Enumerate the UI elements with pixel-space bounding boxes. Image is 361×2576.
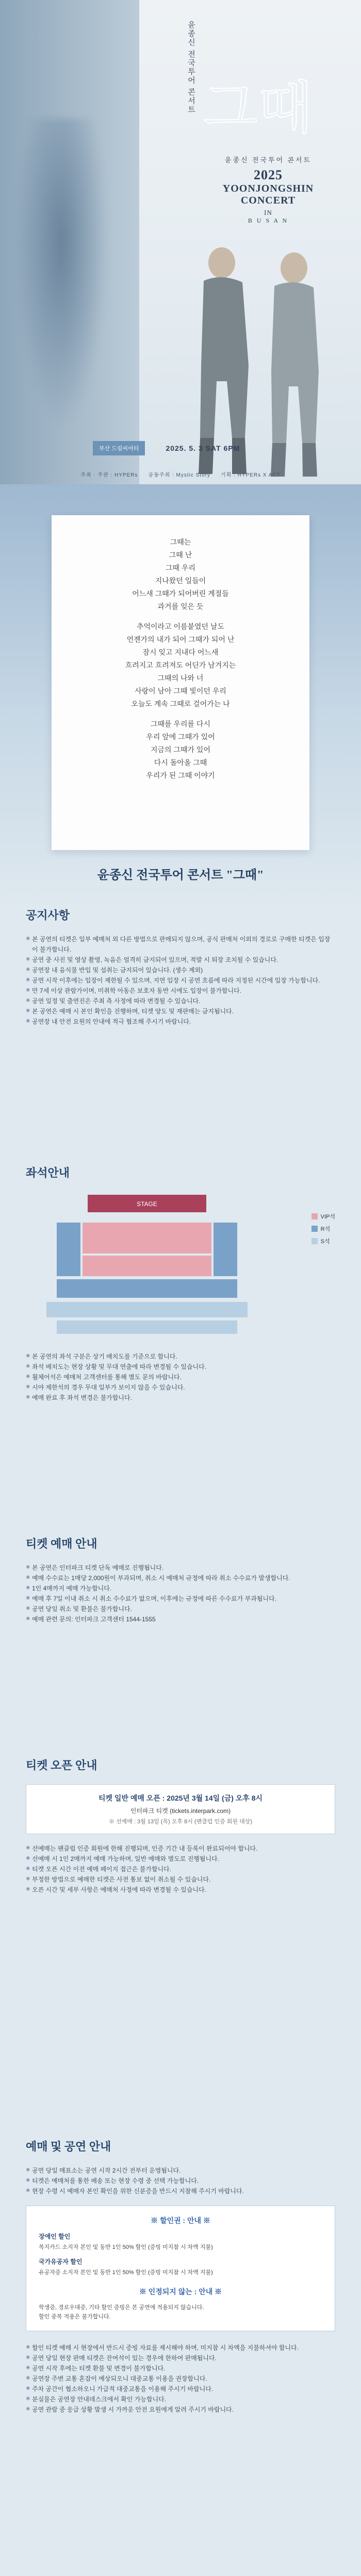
concert-en-line2: CONCERT [240,195,296,206]
concert-korean-title: 윤종신 전국투어 콘서트 [224,156,312,164]
notice-item: ※ 공연 당일 매표소는 공연 시작 2시간 전부터 운영됩니다. [26,2165,335,2176]
notice-item: ※ 예매 후 7일 이내 취소 시 취소 수수료가 없으며, 이후에는 규정에 따른 수수료가 부과됩니다. [26,1594,335,1604]
section-title: 티켓 오픈 안내 [26,1759,97,1772]
poem-line: 사랑이 남아 그때 빛이던 우리 [135,687,226,695]
discount-text: 학생증, 경로우대증, 기타 할인 증빙은 본 공연에 적용되지 않습니다. [39,2304,204,2311]
poem-line: 그때 우리 [166,564,195,572]
legend-swatch [311,1238,318,1244]
seat-legend [311,1212,335,1249]
concert-year: 2025 [254,167,283,182]
legend-entry [311,1225,335,1233]
title-glyph: 그때 [203,77,313,140]
notice-item: ※ 휠체어석은 예매처 고객센터를 통해 별도 문의 바랍니다. [26,1372,335,1382]
poem-line: 잠시 잊고 지내다 어느새 [142,648,219,656]
legend-entry [311,1212,335,1221]
seat-notes [0,1351,361,1403]
concert-en-line1: YOONJONGSHIN [222,183,314,194]
seat-block-s [46,1302,248,1317]
notice-item: ※ 티켓은 예매처를 통한 배송 또는 현장 수령 중 선택 가능합니다. [26,2176,335,2186]
notice-item: ※ 공연 당일 현장 판매 티켓은 잔여석이 있는 경우에 한하여 판매됩니다. [26,2353,335,2363]
credit-organizer: 주최 · 주관 : HYPERs [80,472,138,478]
notice-item: ※ 예매 수수료는 1매당 2,000원이 부과되며, 취소 시 예매처 규정에 따라 취소 수수료가 발생합니다. [26,1573,335,1583]
notice-item: ※ 공연 시작 후에는 티켓 환불 및 변경이 불가합니다. [26,2363,335,2374]
poem-line: 추억이라고 이름붙였던 날도 [136,622,225,631]
seat-block-r [57,1223,80,1276]
poem-stanza [52,620,309,710]
poem-line: 언젠가의 내가 되어 그때가 되어 난 [126,635,235,643]
notice-item: ※ 1인 4매까지 예매 가능합니다. [26,1583,335,1594]
section-title: 공지사항 [26,909,70,922]
credit-planner: 기획 : HYPERs X ACT [220,472,281,478]
notice-item: ※ 만 7세 이상 관람가이며, 미취학 아동은 보호자 동반 시에도 입장이 불가합니다. [26,986,335,996]
notice-item: ※ 공연 당일 취소 및 환불은 불가합니다. [26,1604,335,1614]
legend-swatch [311,1213,318,1219]
open-date: 티켓 일반 예매 오픈 : 2025년 3월 14일 (금) 오후 8시 [98,1794,263,1802]
section-title: 예매 및 공연 안내 [26,2140,111,2153]
poem-stanza [52,536,309,613]
poem-section [0,484,361,907]
seat-section [0,1164,361,1403]
notice-list [0,934,361,1027]
notice-item: ※ 공연장 내 음식물 반입 및 섭취는 금지되어 있습니다. (생수 제외) [26,965,335,975]
notice-item: ※ 본 공연의 좌석 구분은 상기 배치도를 기준으로 합니다. [26,1351,335,1362]
stage-label: STAGE [137,1200,157,1208]
concert-in: IN [264,209,272,216]
legend-label: VIP석 [320,1214,335,1220]
notice-item: ※ 예매 완료 후 좌석 변경은 불가합니다. [26,1393,335,1403]
section-title: 좌석안내 [26,1166,70,1179]
notice-item: ※ 공연 시작 이후에는 입장이 제한될 수 있으며, 지연 입장 시 공연 흐름에 따라 지정된 시간에 입장 가능합니다. [26,975,335,986]
discount-category: 장애인 할인 [39,2233,71,2240]
legend-label: R석 [320,1226,331,1232]
notice-item: ※ 선예매는 팬클럽 인증 회원에 한해 진행되며, 인증 기간 내 등록이 완료되어야 합니다. [26,1843,335,1854]
booking-info-section [0,2138,361,2415]
seat-map [26,1192,335,1341]
title-calligraphy [186,67,330,149]
poem-line: 어느새 그때가 되어버린 계절들 [132,589,229,598]
discount-text: 복지카드 소지자 본인 및 동반 1인 50% 할인 (증빙 미지참 시 차액 지불) [39,2244,213,2250]
notice-item: ※ 공연장 내 안전 요원의 안내에 적극 협조해 주시기 바랍니다. [26,1016,335,1027]
hero-side-text: 윤종신 전국투어 콘서트 [187,21,195,114]
notice-item: ※ 예매 관련 문의: 인터파크 고객센터 1544-1555 [26,1614,335,1624]
blurred-figure-image [15,118,108,428]
not-accepted-head: ※ 인정되지 않는 : 안내 ※ [139,2287,222,2296]
booking-intro [0,2165,361,2196]
discount-box [26,2206,335,2331]
discount-text: 유공자증 소지자 본인 및 동반 1인 50% 할인 (증빙 미지참 시 차액 지불) [39,2269,213,2276]
credit-coorganizer: 공동주최 : Mystic Story [148,472,210,478]
poem-line: 그때의 나와 너 [157,674,204,682]
date-bar [93,438,361,459]
poem-line: 우리가 된 그때 이야기 [146,771,215,779]
ticket-section [0,1535,361,1624]
notice-item: ※ 주차 공간이 협소하오니 가급적 대중교통을 이용해 주시기 바랍니다. [26,2384,335,2394]
ticket-open-box [26,1784,335,1834]
poem-title: 윤종신 전국투어 콘서트 "그때" [97,869,264,882]
notice-item: ※ 현장 수령 시 예매자 본인 확인을 위한 신분증을 반드시 지참해 주시기 바랍니다. [26,2186,335,2196]
open-vendor: 인터파크 티켓 (tickets.interpark.com) [130,1807,231,1815]
seat-block-s [57,1320,237,1334]
notice-item: ※ 시야 제한석의 경우 무대 일부가 보이지 않을 수 있습니다. [26,1382,335,1393]
concert-date: 2025. 5. 3 SAT 6PM [166,444,240,452]
discount-text: 할인 중복 적용은 불가합니다. [39,2314,111,2320]
poem-line: 지나왔던 일들이 [155,577,206,585]
notice-item: ※ 부정한 방법으로 예매한 티켓은 사전 통보 없이 취소될 수 있습니다. [26,1874,335,1885]
poem-line: 흐려지고 흐려져도 어딘가 남겨지는 [125,661,236,669]
presale-note: ※ 선예매 : 3월 13일 (목) 오후 8시 (팬클럽 인증 회원 대상) [108,1819,253,1825]
poem-line: 그때를 우리를 다시 [151,720,210,728]
notice-section [0,907,361,1027]
notice-item: ※ 분실물은 공연장 안내데스크에서 확인 가능합니다. [26,2394,335,2404]
seat-block-r [57,1279,237,1298]
notice-item: ※ 티켓 오픈 시간 이전 예매 페이지 접근은 불가합니다. [26,1864,335,1874]
notice-item: ※ 할인 티켓 예매 시 현장에서 반드시 증빙 자료를 제시해야 하며, 미지참 시 차액을 지불하셔야 합니다. [26,2343,335,2353]
poem-stanza [52,718,309,782]
hero-credits [0,464,361,484]
notice-item: ※ 좌석 배치도는 현장 상황 및 무대 연출에 따라 변경될 수 있습니다. [26,1362,335,1372]
notice-item: ※ 본 공연은 인터파크 티켓 단독 예매로 진행됩니다. [26,1563,335,1573]
legend-label: S석 [320,1239,330,1245]
poem-line: 우리 앞에 그때가 있어 [146,733,215,741]
venue-badge: 부산 드림씨어터 [93,441,145,455]
notice-item: ※ 공연 관람 중 응급 상황 발생 시 가까운 안전 요원에게 알려 주시기 바랍니다. [26,2404,335,2415]
discount-head: ※ 할인권 : 안내 ※ [151,2216,210,2225]
legend-entry [311,1237,335,1245]
poem-line: 다시 돌아올 그때 [154,758,207,767]
presale-list [0,1843,361,1895]
poem-card [52,515,309,850]
concert-city: B U S A N [248,217,289,224]
poem-line: 지금의 그때가 있어 [151,745,210,754]
notice-item: ※ 오픈 시간 및 세부 사항은 예매처 사정에 따라 변경될 수 있습니다. [26,1885,335,1895]
notice-item: ※ 공연 중 사진 및 영상 촬영, 녹음은 엄격히 금지되어 있으며, 적발 시 퇴장 조치될 수 있습니다. [26,955,335,965]
seat-chart [26,1192,268,1341]
discount-category: 국가유공자 할인 [39,2258,83,2265]
seat-block-vip [83,1256,211,1276]
legend-swatch [311,1226,318,1232]
notice-item: ※ 본 공연은 예매 시 본인 확인을 진행하며, 티켓 양도 및 재판매는 금지됩니다. [26,1006,335,1016]
hero-banner [0,0,361,484]
notice-item: ※ 본 공연의 티켓은 일부 예매처 외 다른 방법으로 판매되지 않으며, 공식 판매처 이외의 경로로 구매한 티켓은 입장이 불가합니다. [26,934,335,955]
seat-block-r [214,1223,237,1276]
poem-line: 오늘도 계속 그때로 걸어가는 나 [131,700,230,708]
poem-line: 그때는 [170,538,191,546]
poem-line: 그때 난 [169,551,192,559]
booking-notes [0,2343,361,2415]
notice-item: ※ 공연 일정 및 출연진은 주최 측 사정에 따라 변경될 수 있습니다. [26,996,335,1006]
section-title: 티켓 예매 안내 [26,1537,97,1550]
notice-item: ※ 공연장 주변 교통 혼잡이 예상되오니 대중교통 이용을 권장합니다. [26,2374,335,2384]
notice-item: ※ 선예매 시 1인 2매까지 예매 가능하며, 일반 예매와 별도로 진행됩니다. [26,1854,335,1864]
seat-block-vip [83,1223,211,1253]
poem-line: 과거를 잊은 듯 [157,602,204,611]
ticket-open-section [0,1757,361,1895]
ticket-list [0,1563,361,1624]
